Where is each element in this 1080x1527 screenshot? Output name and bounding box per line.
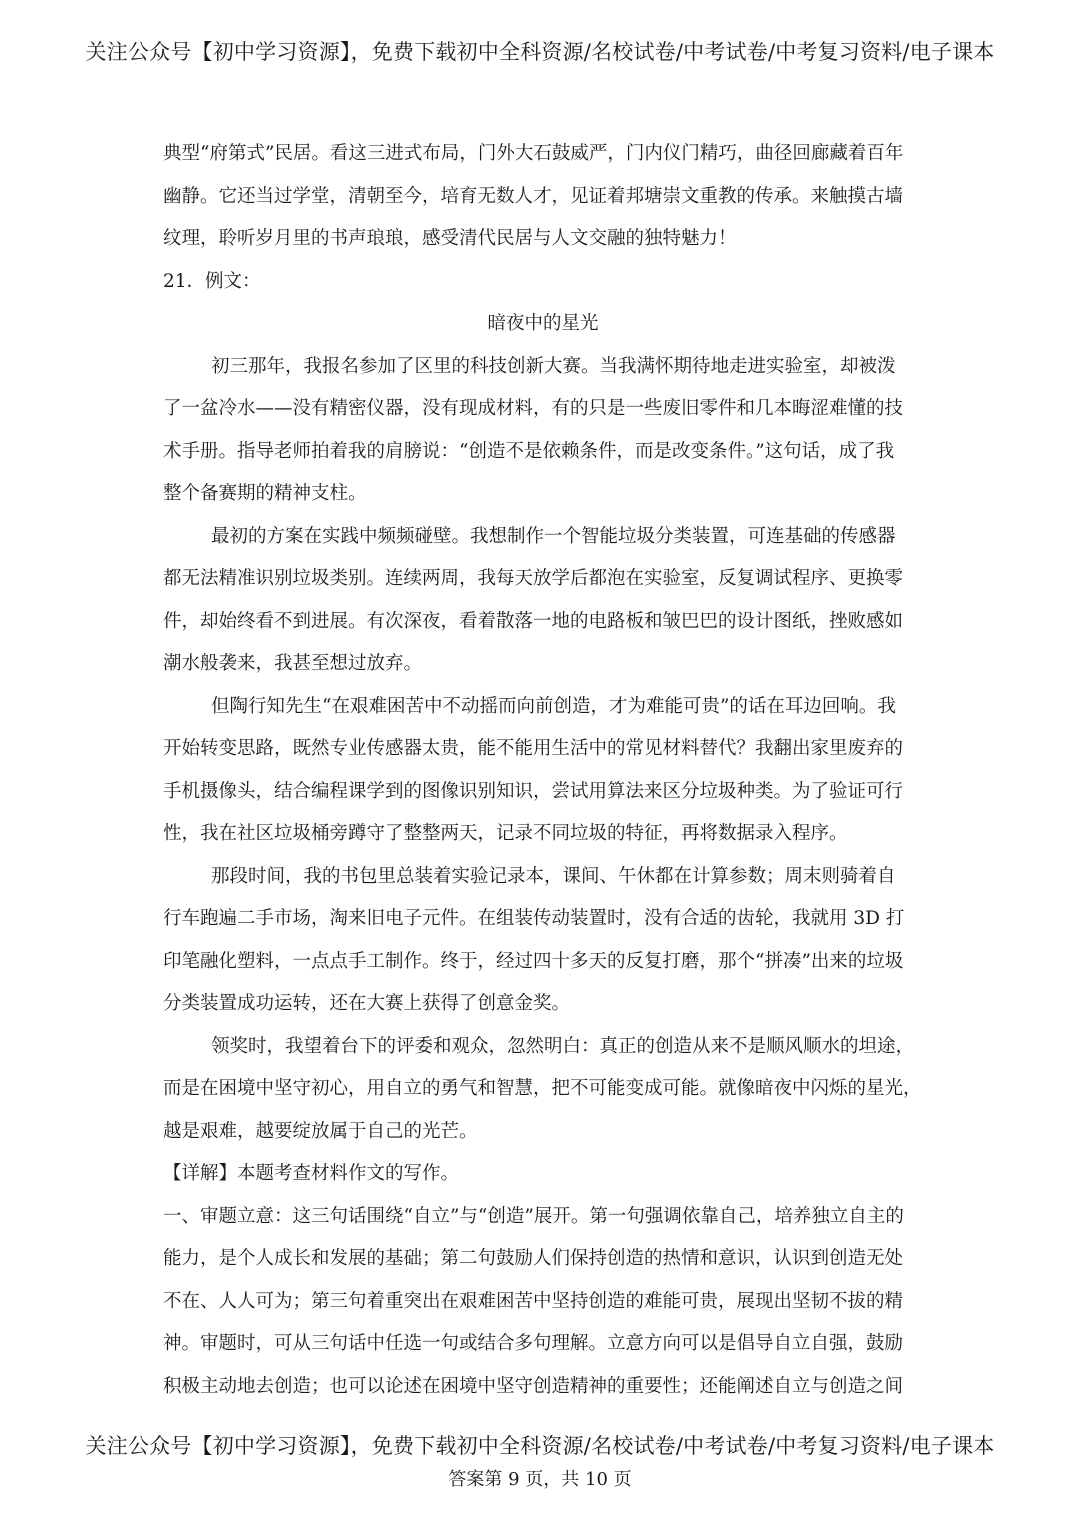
- footer-banner: 关注公众号【初中学习资源】，免费下载初中全科资源/名校试卷/中考试卷/中考复习资料/电子课本: [85, 1434, 995, 1458]
- text-line: 不在、人人可为；第三句着重突出在艰难困苦中坚持创造的难能可贵，展现出坚韧不拔的精: [163, 1290, 904, 1312]
- text-line: 21．例文：: [163, 270, 261, 292]
- text-line: 了一盆冷水——没有精密仪器，没有现成材料，有的只是一些废旧零件和几本晦涩难懂的技: [163, 398, 904, 419]
- text-line: 最初的方案在实践中频频碰壁。我想制作一个智能垃圾分类装置，可连基础的传感器: [211, 525, 896, 547]
- text-line: 手机摄像头，结合编程课学到的图像识别知识，尝试用算法来区分垃圾种类。为了验证可行: [163, 780, 904, 802]
- text-line: 整个备赛期的精神支柱。: [163, 483, 367, 504]
- text-line: 印笔融化塑料，一点点手工制作。终于，经过四十多天的反复打磨，那个“拼凑”出来的垃圾: [163, 950, 904, 972]
- text-line: 潮水般袭来，我甚至想过放弃。: [163, 653, 423, 674]
- text-line: 积极主动地去创造；也可以论述在困境中坚守创造精神的重要性；还能阐述自立与创造之间: [163, 1375, 904, 1397]
- text-line: 术手册。指导老师拍着我的肩膀说：“创造不是依赖条件，而是改变条件。”这句话，成了我: [163, 440, 895, 462]
- text-line: 初三那年，我报名参加了区里的科技创新大赛。当我满怀期待地走进实验室，却被泼: [211, 355, 896, 377]
- text-line: 【详解】本题考查材料作文的写作。: [163, 1163, 460, 1184]
- text-line: 领奖时，我望着台下的评委和观众，忽然明白：真正的创造从来不是顺风顺水的坦途，: [211, 1035, 915, 1057]
- text-line: 件，却始终看不到进展。有次深夜，看着散落一地的电路板和皱巴巴的设计图纸，挫败感如: [163, 610, 904, 632]
- text-line: 但陶行知先生“在艰难困苦中不动摇而向前创造，才为难能可贵”的话在耳边回响。我: [211, 695, 896, 717]
- text-line: 开始转变思路，既然专业传感器太贵，能不能用生活中的常见材料替代？我翻出家里废弃的: [163, 738, 904, 759]
- text-line: 幽静。它还当过学堂，清朝至今，培育无数人才，见证着邦塘崇文重教的传承。来触摸古墙: [163, 185, 904, 207]
- text-line: 那段时间，我的书包里总装着实验记录本，课间、午休都在计算参数；周末则骑着自: [211, 865, 896, 887]
- page-number: 答案第 9 页，共 10 页: [448, 1469, 632, 1490]
- text-line: 行车跑遍二手市场，淘来旧电子元件。在组装传动装置时，没有合适的齿轮，我就用 3D 打: [163, 908, 905, 929]
- essay-title: 暗夜中的星光: [487, 313, 599, 334]
- text-line: 纹理，聆听岁月里的书声琅琅，感受清代民居与人文交融的独特魅力！: [163, 228, 737, 249]
- text-line: 性，我在社区垃圾桶旁蹲守了整整两天，记录不同垃圾的特征，再将数据录入程序。: [163, 823, 848, 844]
- text-line: 都无法精准识别垃圾类别。连续两周，我每天放学后都泡在实验室，反复调试程序、更换零: [163, 568, 904, 589]
- header-banner: 关注公众号【初中学习资源】，免费下载初中全科资源/名校试卷/中考试卷/中考复习资料/电子课本: [85, 40, 995, 64]
- text-line: 典型“府第式”民居。看这三进式布局，门外大石鼓威严，门内仪门精巧，曲径回廊藏着百年: [163, 143, 904, 164]
- text-line: 越是艰难，越要绽放属于自己的光芒。: [163, 1120, 478, 1142]
- text-line: 神。审题时，可从三句话中任选一句或结合多句理解。立意方向可以是倡导自立自强，鼓励: [163, 1333, 904, 1354]
- document-body: [163, 135, 923, 1410]
- text-line: 而是在困境中坚守初心，用自立的勇气和智慧，把不可能变成可能。就像暗夜中闪烁的星光，: [163, 1078, 922, 1099]
- text-line: 分类装置成功运转，还在大赛上获得了创意金奖。: [163, 993, 571, 1014]
- text-line: 能力，是个人成长和发展的基础；第二句鼓励人们保持创造的热情和意识，认识到创造无处: [163, 1248, 904, 1269]
- text-line: 一、审题立意：这三句话围绕“自立”与“创造”展开。第一句强调依靠自己，培养独立自主的: [163, 1205, 904, 1227]
